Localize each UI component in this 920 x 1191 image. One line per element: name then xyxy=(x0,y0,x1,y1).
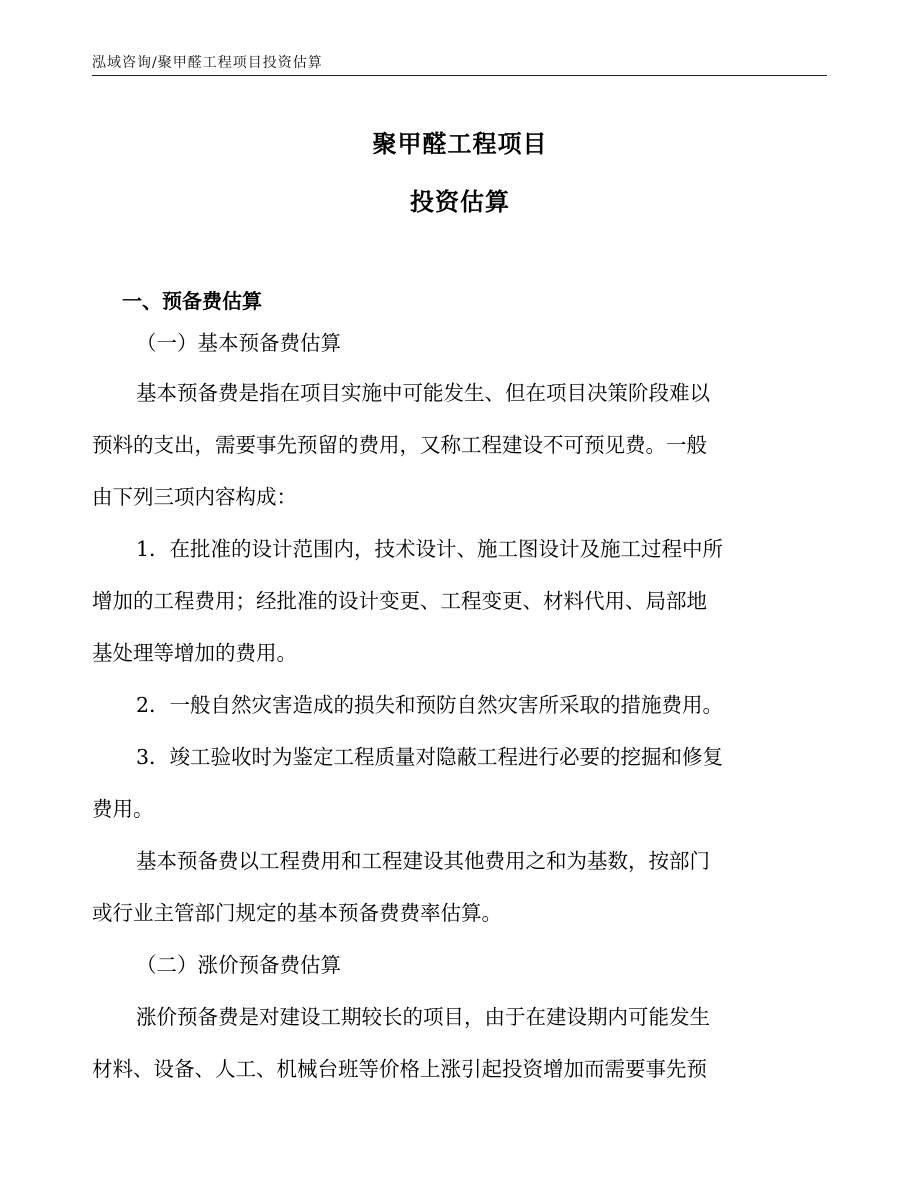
subsection-heading-2: （二）涨价预备费估算 xyxy=(136,953,341,977)
header-divider xyxy=(92,75,827,76)
document-title: 聚甲醛工程项目 xyxy=(372,130,548,158)
paragraph-line: 或行业主管部门规定的基本预备费费率估算。 xyxy=(92,901,502,925)
document-subtitle: 投资估算 xyxy=(410,188,510,216)
paragraph-line: 基本预备费以工程费用和工程建设其他费用之和为基数，按部门 xyxy=(136,849,710,873)
list-item-line: 3．竣工验收时为鉴定工程质量对隐蔽工程进行必要的挖掘和修复 xyxy=(136,745,724,769)
subsection-heading-1: （一）基本预备费估算 xyxy=(136,331,341,355)
paragraph-line: 基本预备费是指在项目实施中可能发生、但在项目决策阶段难以 xyxy=(136,381,710,405)
list-item-line: 基处理等增加的费用。 xyxy=(92,641,297,665)
list-item-line: 费用。 xyxy=(92,797,154,821)
paragraph-line: 涨价预备费是对建设工期较长的项目，由于在建设期内可能发生 xyxy=(136,1005,710,1029)
list-item-line: 增加的工程费用；经批准的设计变更、工程变更、材料代用、局部地 xyxy=(92,589,707,613)
paragraph-line: 预料的支出，需要事先预留的费用，又称工程建设不可预见费。一般 xyxy=(92,433,707,457)
paragraph-line: 材料、设备、人工、机械台班等价格上涨引起投资增加而需要事先预 xyxy=(92,1057,707,1081)
list-item-line: 1．在批准的设计范围内，技术设计、施工图设计及施工过程中所 xyxy=(136,537,724,561)
list-item-line: 2．一般自然灾害造成的损失和预防自然灾害所采取的措施费用。 xyxy=(136,693,724,717)
running-header: 泓域咨询/聚甲醛工程项目投资估算 xyxy=(92,55,323,71)
paragraph-line: 由下列三项内容构成： xyxy=(92,485,297,509)
section-heading: 一、预备费估算 xyxy=(122,289,262,313)
